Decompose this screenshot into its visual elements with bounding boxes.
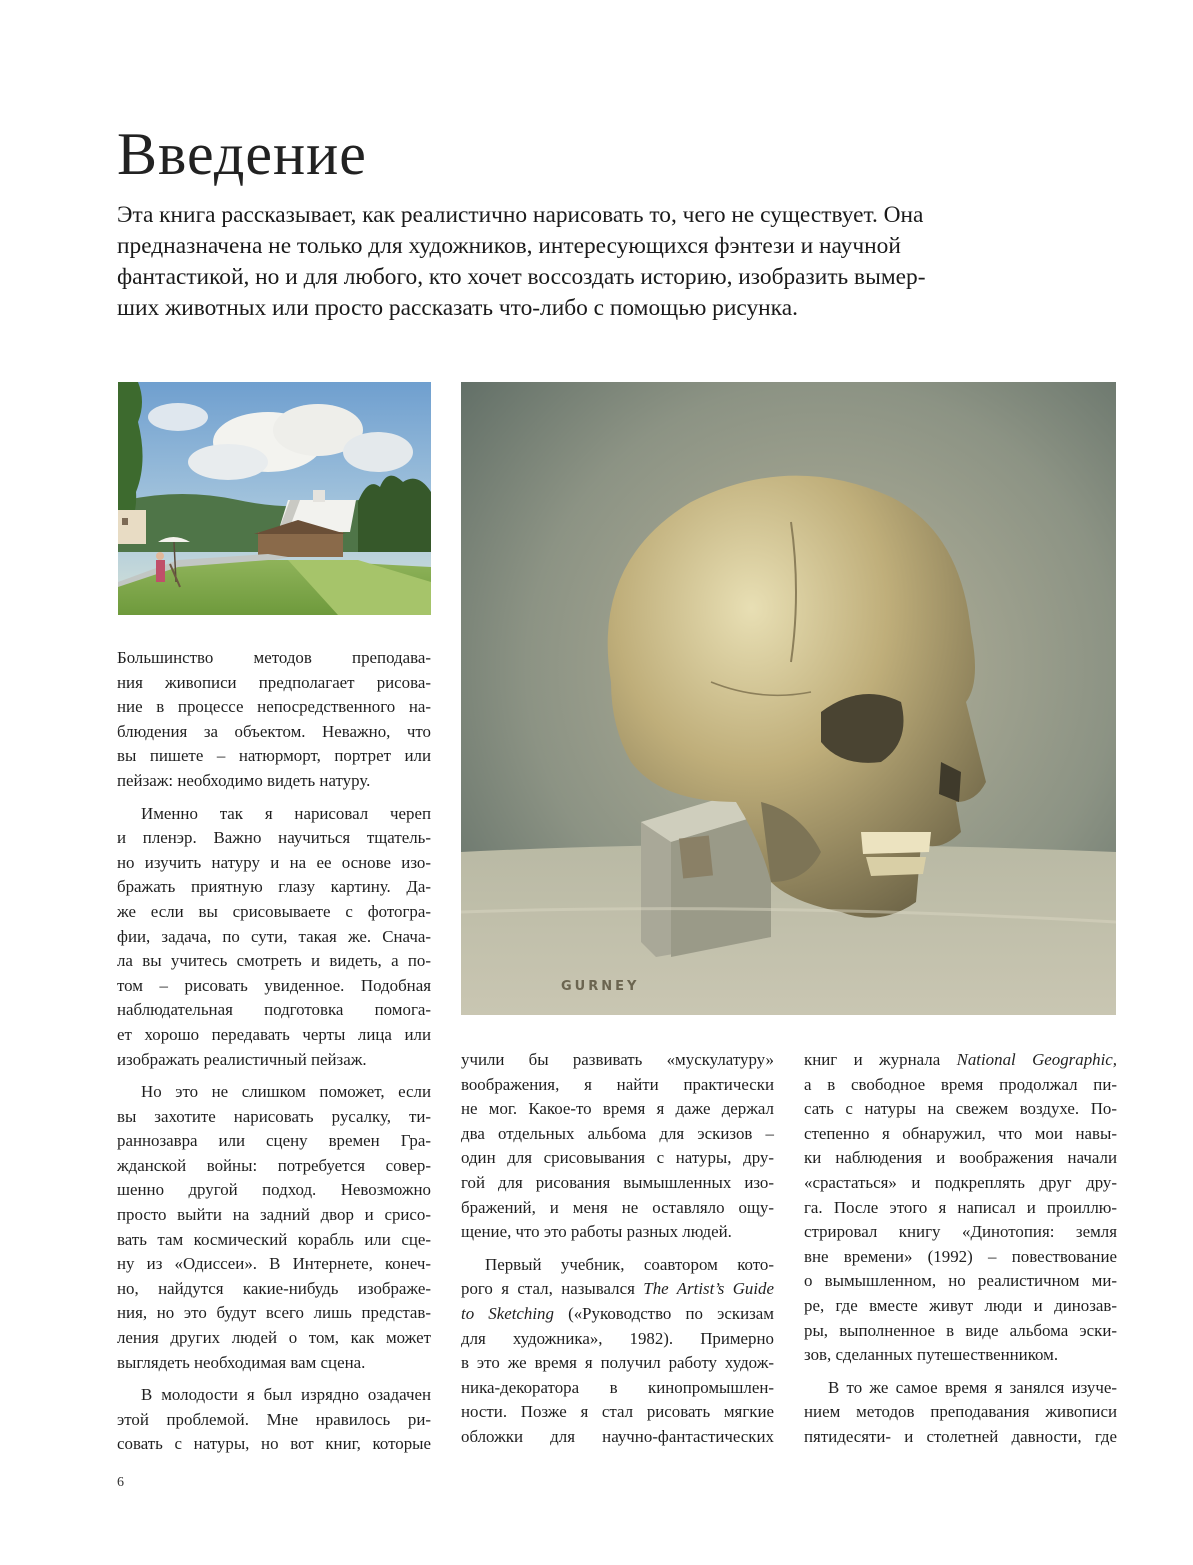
text-line: ре, где вместе живут люди и динозав-	[804, 1295, 1117, 1315]
text-line: не мог. Какое-то время я даже держал	[461, 1099, 774, 1119]
text-line: этой проблемой. Мне нравилось ри-	[117, 1409, 431, 1429]
paragraph	[804, 1376, 1117, 1450]
text-line: ления других людей о том, как может	[117, 1328, 431, 1348]
lead-line: предназначена не только для художников, интересующихся фэнтези и научной	[117, 233, 901, 259]
text-column-3	[804, 1048, 1117, 1458]
text-line: и пленэр. Важно научиться тщатель-	[117, 828, 431, 848]
text-line: ника-декоратора в кинопромышлен-	[461, 1377, 774, 1397]
text-line: ности. Позже я стал рисовать мягкие	[461, 1402, 774, 1422]
text-line: в это же время я получил работу худож-	[461, 1353, 774, 1373]
text-line: вы пишете – натюрморт, портрет или	[117, 746, 431, 766]
lead-line: Эта книга рассказывает, как реалистично нарисовать то, чего не существует. Она	[117, 202, 924, 228]
text-run: рого я стал, назывался	[461, 1279, 644, 1299]
text-line: ния, но это будут всего лишь представ-	[117, 1303, 431, 1323]
paragraph	[461, 1253, 774, 1450]
text-line: же если вы срисовываете с фотогра-	[117, 901, 431, 921]
text-line	[804, 1048, 1117, 1073]
text-line: нием методов преподавания живописи	[804, 1402, 1117, 1422]
text-line: совать с натуры, но вот книг, которые	[117, 1434, 431, 1454]
text-line: два отдельных альбома для эскизов –	[461, 1123, 774, 1143]
text-line: га. После этого я написал и проиллю-	[804, 1197, 1117, 1217]
text-line: просто выйти на задний двор и срисо-	[117, 1205, 431, 1225]
magazine-title: National Geographic,	[956, 1050, 1117, 1069]
text-line: ки наблюдения и воображения начали	[804, 1148, 1117, 1168]
text-line: а в свободное время продолжал пи-	[804, 1074, 1117, 1094]
text-line: бражать приятную глазу картину. Да-	[117, 877, 431, 897]
text-line: фии, задача, по сути, такая же. Снача-	[117, 926, 431, 946]
text-line: раннозавра или сцену времен Гра-	[117, 1131, 431, 1151]
text-line: Первый учебник, соавтором кото-	[485, 1254, 774, 1274]
text-line: ет хорошо передавать черты лица или	[117, 1024, 431, 1044]
text-line: шенно другой подход. Невозможно	[117, 1180, 431, 1200]
text-line: пятидесяти- и столетней давности, где	[804, 1426, 1117, 1446]
text-line: выглядеть необходимая вам сцена.	[117, 1352, 366, 1372]
text-line: В то же самое время я занялся изуче-	[828, 1377, 1117, 1397]
text-line: о вымышленном, но реалистичном ми-	[804, 1271, 1117, 1291]
text-line: Большинство методов преподава-	[117, 648, 431, 667]
text-line: вать там космический корабль или сце-	[117, 1229, 431, 1249]
text-line: воображения, я найти практически	[461, 1074, 774, 1094]
text-line: для художника», 1982). Примерно	[461, 1328, 774, 1348]
paragraph	[117, 1383, 431, 1457]
text-line: наблюдательная подготовка помога-	[117, 1000, 431, 1020]
text-line: жданской войны: потребуется совер-	[117, 1155, 431, 1175]
text-line: один для срисовывания с натуры, дру-	[461, 1148, 774, 1168]
text-line	[461, 1302, 774, 1327]
text-line	[461, 1277, 774, 1302]
text-run: книг и журнала	[804, 1050, 957, 1069]
lead-paragraph	[117, 200, 957, 324]
paragraph	[461, 1048, 774, 1245]
text-line: сать с натуры на свежем воздухе. По-	[804, 1099, 1117, 1119]
text-line: щение, что это работы разных людей.	[461, 1222, 732, 1242]
text-line: зов, сделанных путешественником.	[804, 1345, 1059, 1365]
page-number: 6	[117, 1475, 124, 1490]
paragraph	[117, 646, 431, 794]
landscape-painting	[118, 382, 431, 615]
text-line: блюдения за объектом. Неважно, что	[117, 721, 431, 741]
text-line: учили бы развивать «мускулатуру»	[461, 1050, 774, 1069]
text-column-1	[117, 646, 431, 1465]
text-line: но, найдутся какие-нибудь изображе-	[117, 1278, 431, 1298]
text-line: «срастаться» и подкреплять друг дру-	[804, 1172, 1117, 1192]
lead-line: ших животных или просто рассказать что-либо с помощью рисунка.	[117, 295, 798, 321]
text-line: ры, выполненное в виде альбома эски-	[804, 1320, 1117, 1340]
text-line: Именно так я нарисовал череп	[141, 803, 431, 823]
text-line: ния живописи предполагает рисова-	[117, 672, 431, 692]
text-line: ла вы учитесь смотреть и видеть, а по-	[117, 951, 431, 971]
text-line: но изучить натуру и на ее основе изо-	[117, 852, 431, 872]
text-line: стрировал книгу «Динотопия: земля	[804, 1222, 1117, 1242]
text-line: пейзаж: необходимо видеть натуру.	[117, 770, 371, 790]
page-title: Введение	[117, 121, 367, 187]
paragraph	[117, 1080, 431, 1375]
text-run: («Руководство по эскизам	[553, 1303, 774, 1323]
text-line: ние в процессе непосредственного на-	[117, 697, 431, 717]
text-line: вне времени» (1992) – повествование	[804, 1246, 1117, 1266]
text-line: бражений, и меня не оставляло ощу-	[461, 1197, 774, 1217]
book-title: to Sketching	[461, 1303, 554, 1323]
text-line: ну из «Одиссеи». В Интернете, конеч-	[117, 1254, 431, 1274]
book-title: The Artist’s Guide	[643, 1279, 774, 1299]
text-line: В молодости я был изрядно озадачен	[141, 1385, 431, 1405]
lead-line: фантастикой, но и для любого, кто хочет воссоздать историю, изобразить вымер-	[117, 264, 926, 290]
paragraph	[117, 802, 431, 1073]
painting-signature: GURNEY	[561, 979, 640, 994]
paragraph	[804, 1048, 1117, 1368]
skull-painting	[461, 382, 1116, 1015]
text-line: изображать реалистичный пейзаж.	[117, 1049, 367, 1069]
text-line: том – рисовать увиденное. Подобная	[117, 975, 431, 995]
text-line: вы захотите нарисовать русалку, ти-	[117, 1106, 431, 1126]
text-line: обложки для научно-фантастических	[461, 1426, 774, 1446]
text-line: гой для рисования вымышленных изо-	[461, 1172, 774, 1192]
text-line: степенно я обнаружил, что мои навы-	[804, 1123, 1117, 1143]
text-line: Но это не слишком поможет, если	[141, 1082, 431, 1102]
text-column-2	[461, 1048, 774, 1458]
